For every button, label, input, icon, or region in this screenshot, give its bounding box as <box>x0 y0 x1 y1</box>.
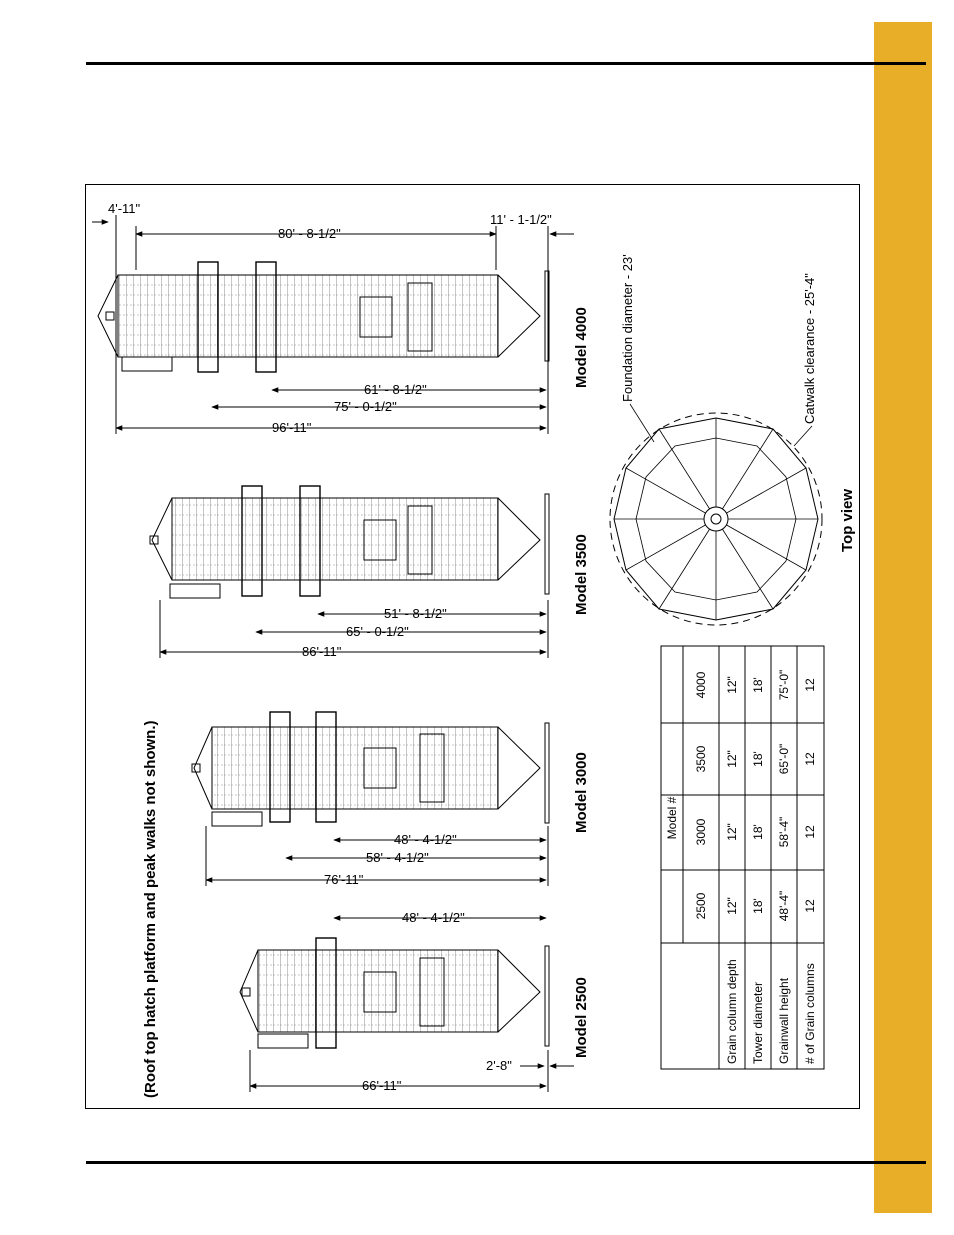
top-view-label: Top view <box>839 488 856 552</box>
table-col-4000: 4000 <box>694 671 708 699</box>
table-group-header: Model # <box>665 796 679 840</box>
dim-3500-a: 51' - 8-1/2" <box>384 606 447 621</box>
table-cell: 75'-0" <box>777 669 791 701</box>
label-model-3500: Model 3500 <box>573 534 590 615</box>
table-cell: 48'-4" <box>777 890 791 922</box>
dim-3500-total: 86'-11" <box>302 644 342 659</box>
dim-2500-a: 48' - 4-1/2" <box>402 910 465 925</box>
figure-note: (Roof top hatch platform and peak walks not shown.) <box>142 720 159 1098</box>
dim-2500-total: 66'-11" <box>362 1078 402 1093</box>
table-cell: 65'-0" <box>777 743 791 775</box>
table-cell: 12 <box>803 899 817 913</box>
model-3000-drawing <box>192 712 549 826</box>
table-cell: 12" <box>725 676 739 694</box>
catwalk-label: Catwalk clearance - 25'-4" <box>802 273 817 424</box>
top-view-drawing <box>610 404 822 625</box>
table-cell: 12 <box>803 678 817 692</box>
dim-4000-wall: 80' - 8-1/2" <box>278 226 341 241</box>
dim-4000-offset: 4'-11" <box>108 201 141 216</box>
table-row-label: Grain column depth <box>725 959 739 1064</box>
dim-4000-b: 75' - 0-1/2" <box>334 399 397 414</box>
table-cell: 12" <box>725 750 739 768</box>
table-cell: 12 <box>803 825 817 839</box>
table-row-label: Tower diameter <box>751 981 765 1064</box>
table-row-label: Grainwall height <box>777 977 791 1064</box>
table-col-2500: 2500 <box>694 892 708 920</box>
table-cell: 18' <box>751 677 765 693</box>
dim-4000-a: 61' - 8-1/2" <box>364 382 427 397</box>
dim-3000-b: 58' - 4-1/2" <box>366 850 429 865</box>
table-col-3500: 3500 <box>694 745 708 773</box>
label-model-2500: Model 2500 <box>573 977 590 1058</box>
table-cell: 18' <box>751 751 765 767</box>
table-col-3000: 3000 <box>694 818 708 846</box>
label-model-3000: Model 3000 <box>573 752 590 833</box>
table-cell: 12" <box>725 897 739 915</box>
table-cell: 58'-4" <box>777 816 791 848</box>
dim-4000-total: 96'-11" <box>272 420 312 435</box>
model-2500-drawing <box>240 938 549 1048</box>
model-3500-drawing <box>150 486 549 598</box>
spec-table <box>661 646 824 1069</box>
table-cell: 12" <box>725 823 739 841</box>
foundation-label: Foundation diameter - 23' <box>620 254 635 402</box>
dim-2500-offset: 2'-8" <box>486 1058 512 1073</box>
table-row-label: # of Grain columns <box>803 963 817 1064</box>
dim-4000-end: 11' - 1-1/2" <box>490 212 552 227</box>
table-cell: 18' <box>751 824 765 840</box>
table-cell: 18' <box>751 898 765 914</box>
dim-3000-total: 76'-11" <box>324 872 364 887</box>
model-4000-drawing <box>98 262 549 372</box>
dim-3500-b: 65' - 0-1/2" <box>346 624 409 639</box>
dim-3000-a: 48' - 4-1/2" <box>394 832 457 847</box>
label-model-4000: Model 4000 <box>573 307 590 388</box>
table-cell: 12 <box>803 752 817 766</box>
